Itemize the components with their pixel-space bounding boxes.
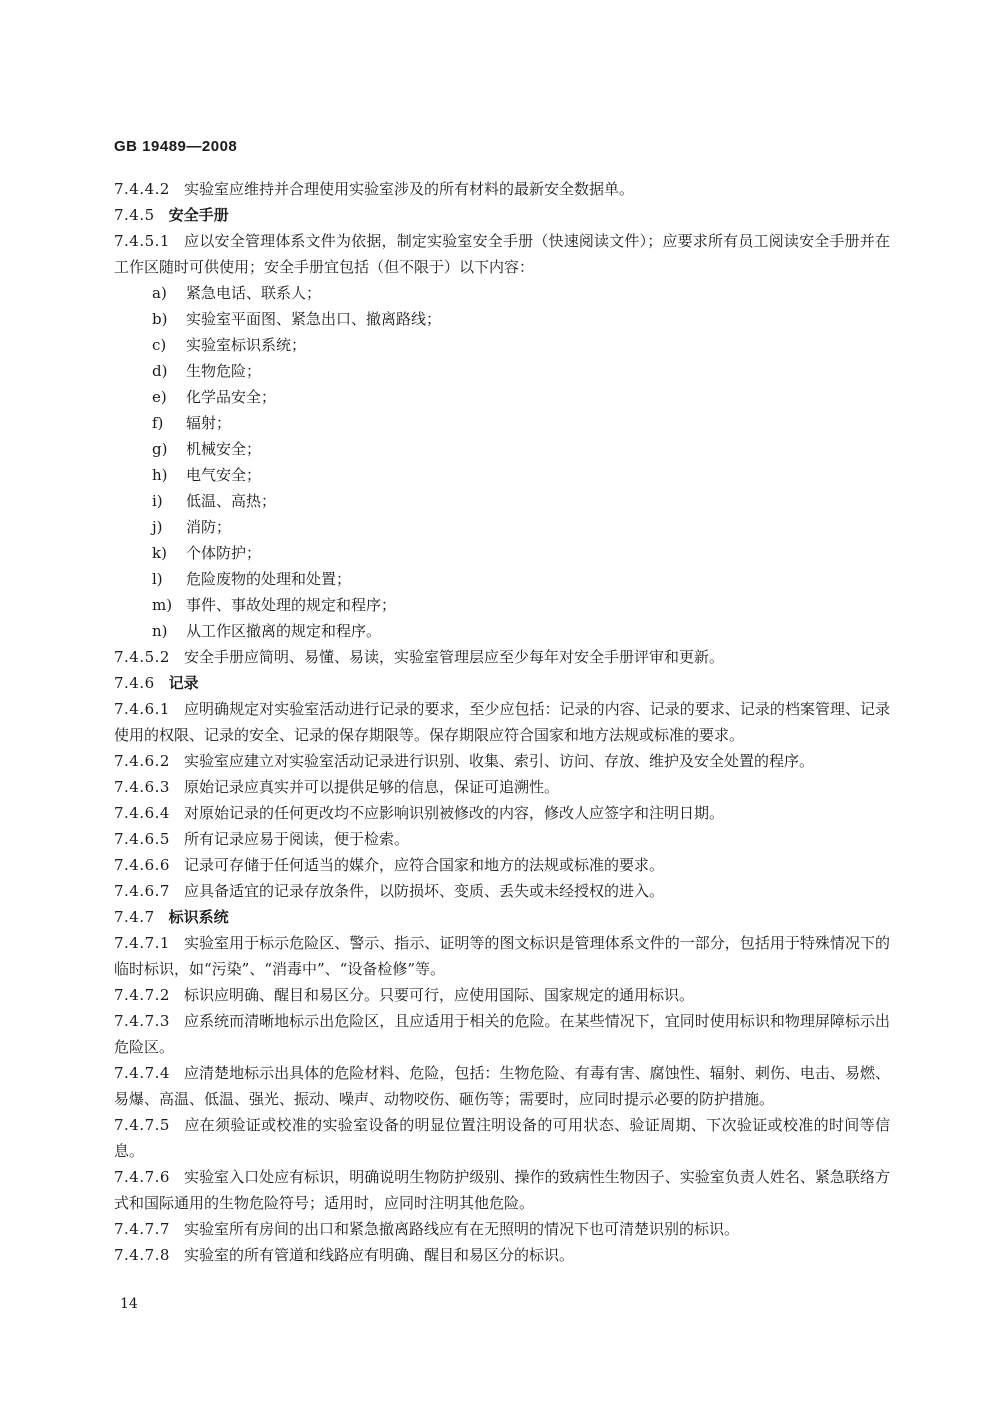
clause-paragraph xyxy=(114,1112,890,1164)
clause-paragraph xyxy=(114,774,890,800)
clause-paragraph xyxy=(114,1216,890,1242)
clause-paragraph xyxy=(114,176,890,202)
list-item-text: 生物危险； xyxy=(186,362,262,380)
page-number: 14 xyxy=(120,1296,138,1312)
clause-number: 7.4.5.1 xyxy=(114,232,170,250)
list-item xyxy=(114,540,890,566)
clause-text: 实验室所有房间的出口和紧急撤离路线应有在无照明的情况下也可清楚识别的标识。 xyxy=(183,1220,739,1238)
clause-number: 7.4.7.6 xyxy=(114,1168,170,1186)
list-item-label: j) xyxy=(152,518,163,536)
list-item-label: a) xyxy=(152,284,167,302)
clause-paragraph xyxy=(114,852,890,878)
clause-text: 应在须验证或校准的实验室设备的明显位置注明设备的可用状态、验证周期、下次验证或校准的时间等信息。 xyxy=(114,1116,890,1160)
list-item-label: i) xyxy=(152,492,163,510)
list-item xyxy=(114,280,890,306)
clause-text: 安全手册应简明、易懂、易读，实验室管理层应至少每年对安全手册评审和更新。 xyxy=(183,648,724,666)
list-item xyxy=(114,462,890,488)
list-item-label: h) xyxy=(152,466,168,484)
list-item xyxy=(114,306,890,332)
clause-text: 应明确规定对实验室活动进行记录的要求，至少应包括：记录的内容、记录的要求、记录的档案管理、记录使用的权限、记录的安全、记录的保存期限等。保存期限应符合国家和地方法规或标准的要求。 xyxy=(114,700,890,744)
list-item xyxy=(114,358,890,384)
clause-number: 7.4.6.5 xyxy=(114,830,170,848)
clause-paragraph xyxy=(114,1060,890,1112)
clause-paragraph xyxy=(114,982,890,1008)
list-item xyxy=(114,514,890,540)
section-heading xyxy=(114,904,890,930)
list-item-label: b) xyxy=(152,310,168,328)
clause-number: 7.4.7.2 xyxy=(114,986,170,1004)
clause-text: 应具备适宜的记录存放条件，以防损坏、变质、丢失或未经授权的进入。 xyxy=(183,882,664,900)
list-item-text: 低温、高热； xyxy=(186,492,277,510)
clause-number: 7.4.5 xyxy=(114,206,155,224)
clause-paragraph xyxy=(114,878,890,904)
clause-number: 7.4.7.1 xyxy=(114,934,170,952)
clause-number: 7.4.7 xyxy=(114,908,155,926)
clause-text: 应以安全管理体系文件为依据，制定实验室安全手册（快速阅读文件）；应要求所有员工阅读安全手册并在工作区随时可供使用；安全手册宜包括（但不限于）以下内容： xyxy=(114,232,890,276)
list-item-text: 化学品安全； xyxy=(186,388,277,406)
list-item-label: e) xyxy=(152,388,167,406)
clause-number: 7.4.7.5 xyxy=(114,1116,170,1134)
clause-text: 标识应明确、醒目和易区分。只要可行，应使用国际、国家规定的通用标识。 xyxy=(183,986,694,1004)
list-item xyxy=(114,488,890,514)
list-item-text: 消防； xyxy=(186,518,232,536)
clause-paragraph xyxy=(114,930,890,982)
section-heading xyxy=(114,670,890,696)
clause-paragraph xyxy=(114,1008,890,1060)
clause-number: 7.4.7.4 xyxy=(114,1064,170,1082)
list-item xyxy=(114,332,890,358)
list-item-text: 个体防护； xyxy=(186,544,262,562)
list-item-text: 事件、事故处理的规定和程序； xyxy=(186,596,397,614)
list-item-label: l) xyxy=(152,570,163,588)
list-item-text: 辐射； xyxy=(186,414,232,432)
clause-text: 实验室用于标示危险区、警示、指示、证明等的图文标识是管理体系文件的一部分，包括用于特殊情况下的临时标识，如“污染”、“消毒中”、“设备检修”等。 xyxy=(114,934,890,978)
clause-text: 所有记录应易于阅读，便于检索。 xyxy=(183,830,409,848)
clause-text: 对原始记录的任何更改均不应影响识别被修改的内容，修改人应签字和注明日期。 xyxy=(183,804,724,822)
clause-number: 7.4.5.2 xyxy=(114,648,170,666)
list-item-text: 实验室标识系统； xyxy=(186,336,307,354)
clause-number: 7.4.6 xyxy=(114,674,155,692)
clause-paragraph xyxy=(114,1242,890,1268)
list-item xyxy=(114,436,890,462)
clause-number: 7.4.7.7 xyxy=(114,1220,170,1238)
clause-text: 实验室的所有管道和线路应有明确、醒目和易区分的标识。 xyxy=(183,1246,574,1264)
clause-text: 实验室入口处应有标识，明确说明生物防护级别、操作的致病性生物因子、实验室负责人姓名、紧急联络方式和国际通用的生物危险符号；适用时，应同时注明其他危险。 xyxy=(114,1168,890,1212)
clause-paragraph xyxy=(114,748,890,774)
clause-number: 7.4.6.4 xyxy=(114,804,170,822)
list-item-label: c) xyxy=(152,336,167,354)
clause-number: 7.4.7.3 xyxy=(114,1012,170,1030)
list-item xyxy=(114,384,890,410)
list-item-text: 紧急电话、联系人； xyxy=(186,284,322,302)
clause-text: 应系统而清晰地标示出危险区，且应适用于相关的危险。在某些情况下，宜同时使用标识和物理屏障标示出危险区。 xyxy=(114,1012,890,1056)
list-item-label: n) xyxy=(152,622,168,640)
clause-number: 7.4.6.1 xyxy=(114,700,170,718)
standard-code-header: GB 19489—2008 xyxy=(114,138,238,155)
clause-text: 实验室应建立对实验室活动记录进行识别、收集、索引、访问、存放、维护及安全处置的程序。 xyxy=(183,752,814,770)
clause-paragraph xyxy=(114,800,890,826)
clause-paragraph xyxy=(114,228,890,280)
clause-number: 7.4.6.2 xyxy=(114,752,170,770)
clause-text: 原始记录应真实并可以提供足够的信息，保证可追溯性。 xyxy=(183,778,559,796)
clause-text: 记录可存储于任何适当的媒介，应符合国家和地方的法规或标准的要求。 xyxy=(183,856,664,874)
section-title: 安全手册 xyxy=(168,206,229,224)
document-body xyxy=(114,176,890,1268)
list-item-text: 危险废物的处理和处置； xyxy=(186,570,352,588)
clause-number: 7.4.6.6 xyxy=(114,856,170,874)
list-item-label: f) xyxy=(152,414,164,432)
list-item-text: 从工作区撤离的规定和程序。 xyxy=(186,622,382,640)
section-title: 记录 xyxy=(168,674,199,692)
list-item-text: 实验室平面图、紧急出口、撤离路线； xyxy=(186,310,442,328)
clause-paragraph xyxy=(114,696,890,748)
list-item xyxy=(114,566,890,592)
list-item-text: 机械安全； xyxy=(186,440,262,458)
clause-number: 7.4.6.3 xyxy=(114,778,170,796)
list-item-text: 电气安全； xyxy=(186,466,262,484)
list-item-label: k) xyxy=(152,544,167,562)
list-item-label: m) xyxy=(152,596,173,614)
clause-paragraph xyxy=(114,826,890,852)
list-item-label: d) xyxy=(152,362,168,380)
clause-paragraph xyxy=(114,644,890,670)
clause-number: 7.4.4.2 xyxy=(114,180,170,198)
clause-number: 7.4.7.8 xyxy=(114,1246,170,1264)
clause-number: 7.4.6.7 xyxy=(114,882,170,900)
section-title: 标识系统 xyxy=(168,908,229,926)
list-item xyxy=(114,592,890,618)
list-item xyxy=(114,618,890,644)
list-item-label: g) xyxy=(152,440,168,458)
clause-paragraph xyxy=(114,1164,890,1216)
list-item xyxy=(114,410,890,436)
section-heading xyxy=(114,202,890,228)
clause-text: 应清楚地标示出具体的危险材料、危险，包括：生物危险、有毒有害、腐蚀性、辐射、刺伤、电击、易燃、易爆、高温、低温、强光、振动、噪声、动物咬伤、砸伤等；需要时，应同时提示必要的防护措施。 xyxy=(114,1064,890,1108)
clause-text: 实验室应维持并合理使用实验室涉及的所有材料的最新安全数据单。 xyxy=(183,180,634,198)
